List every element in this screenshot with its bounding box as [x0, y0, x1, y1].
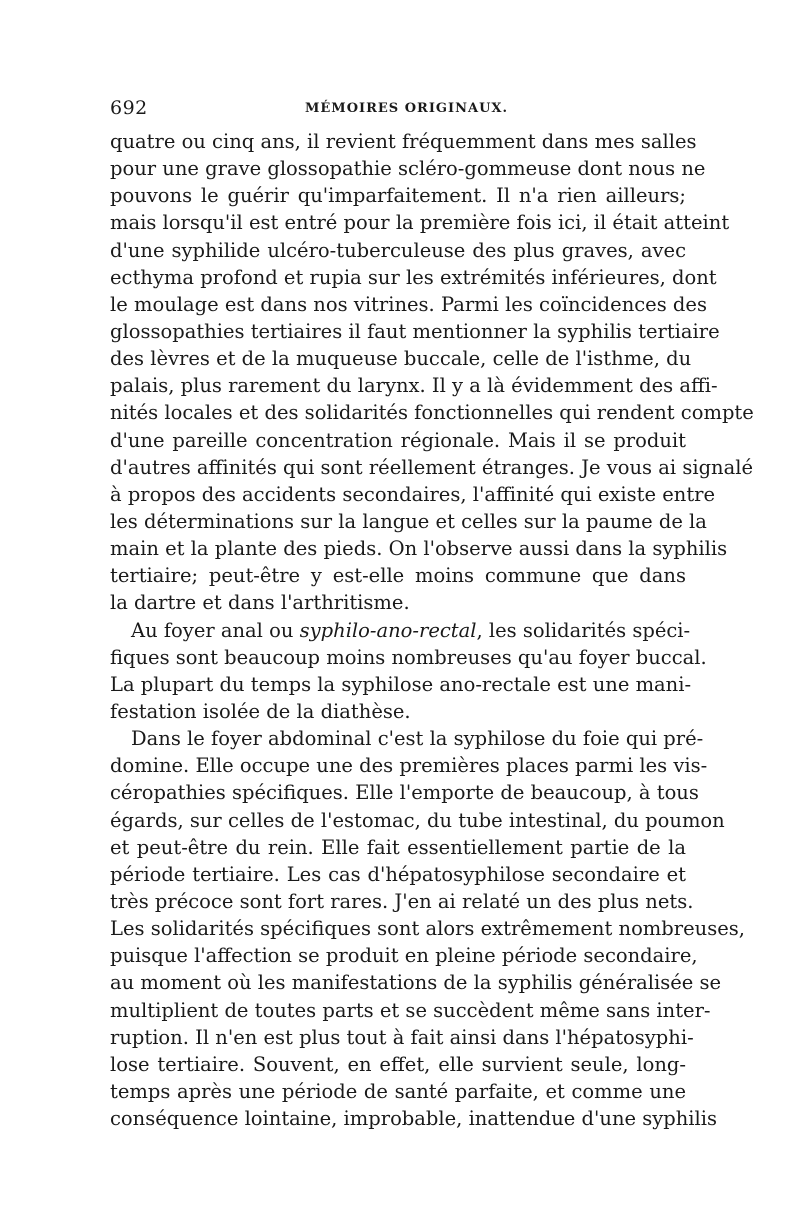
text-line: égards, sur celles de l'estomac, du tube intestinal, du poumon: [110, 808, 725, 832]
text-line: mais lorsqu'il est entré pour la première fois ici, il était atteint: [110, 211, 730, 235]
text-line: ruption. Il n'en est plus tout à fait ainsi dans l'hépatosyphi-: [110, 1025, 694, 1049]
text-line: d'une syphilide ulcéro-tuberculeuse des plus graves, avec: [110, 238, 686, 262]
text-line: La plupart du temps la syphilose ano-rectale est une mani-: [110, 672, 692, 696]
text-line: et peut-être du rein. Elle fait essentiellement partie de la: [110, 835, 686, 859]
text-line: d'une pareille concentration régionale. Mais il se produit: [110, 428, 686, 452]
paragraph-first-line: [110, 617, 691, 644]
text-line: palais, plus rarement du larynx. Il y a là évidemment des affi-: [110, 374, 718, 398]
text-line: nités locales et des solidarités fonctionnelles qui rendent compte: [110, 401, 754, 425]
text-run: Au foyer anal ou: [131, 618, 300, 642]
text-line: période tertiaire. Les cas d'hépatosyphilose secondaire et: [110, 862, 686, 886]
text-line: temps après une période de santé parfaite, et comme une: [110, 1079, 686, 1103]
text-line: lose tertiaire. Souvent, en effet, elle survient seule, long-: [110, 1052, 686, 1076]
text-line: au moment où les manifestations de la syphilis généralisée se: [110, 971, 722, 995]
text-line: le moulage est dans nos vitrines. Parmi les coïncidences des: [110, 292, 707, 316]
text-line: les déterminations sur la langue et celles sur la paume de la: [110, 509, 707, 533]
text-line: main et la plante des pieds. On l'observe aussi dans la syphilis: [110, 537, 728, 561]
text-line: la dartre et dans l'arthritisme.: [110, 591, 410, 615]
running-title: MÉMOIRES ORIGINAUX.: [305, 101, 509, 116]
text-line: tertiaire; peut-être y est-elle moins commune que dans: [110, 564, 686, 588]
text-line: domine. Elle occupe une des premières places parmi les vis-: [110, 754, 708, 778]
text-line: fiques sont beaucoup moins nombreuses qu'au foyer buccal.: [110, 645, 707, 669]
text-line: céropathies spécifiques. Elle l'emporte de beaucoup, à tous: [110, 781, 699, 805]
text-line: pouvons le guérir qu'imparfaitement. Il n'a rien ailleurs;: [110, 184, 686, 208]
text-line: glossopathies tertiaires il faut mentionner la syphilis tertiaire: [110, 319, 720, 343]
text-line: d'autres affinités qui sont réellement étranges. Je vous ai signalé: [110, 455, 754, 479]
text-line: pour une grave glossopathie scléro-gommeuse dont nous ne: [110, 157, 706, 181]
text-line: Les solidarités spécifiques sont alors extrêmement nombreuses,: [110, 917, 745, 941]
page-number: 692: [110, 97, 148, 119]
italic-term: syphilo-ano-rectal: [299, 618, 477, 642]
text-line: conséquence lointaine, improbable, inattendue d'une syphilis: [110, 1107, 718, 1131]
text-line: quatre ou cinq ans, il revient fréquemment dans mes salles: [110, 130, 697, 153]
paragraph-first-line: Dans le foyer abdominal c'est la syphilose du foie qui pré-: [131, 727, 704, 751]
text-line: à propos des accidents secondaires, l'affinité qui existe entre: [110, 482, 716, 506]
running-head: [110, 97, 686, 121]
text-line: festation isolée de la diathèse.: [110, 699, 411, 723]
text-run: , les solidarités spéci-: [476, 618, 691, 642]
text-line: puisque l'affection se produit en pleine période secondaire,: [110, 944, 698, 968]
text-line: des lèvres et de la muqueuse buccale, celle de l'isthme, du: [110, 347, 692, 371]
text-line: ecthyma profond et rupia sur les extrémités inférieures, dont: [110, 265, 717, 289]
body-text: [110, 128, 754, 1132]
text-line: multiplient de toutes parts et se succèdent même sans inter-: [110, 998, 711, 1022]
text-line: très précoce sont fort rares. J'en ai relaté un des plus nets.: [110, 889, 694, 913]
